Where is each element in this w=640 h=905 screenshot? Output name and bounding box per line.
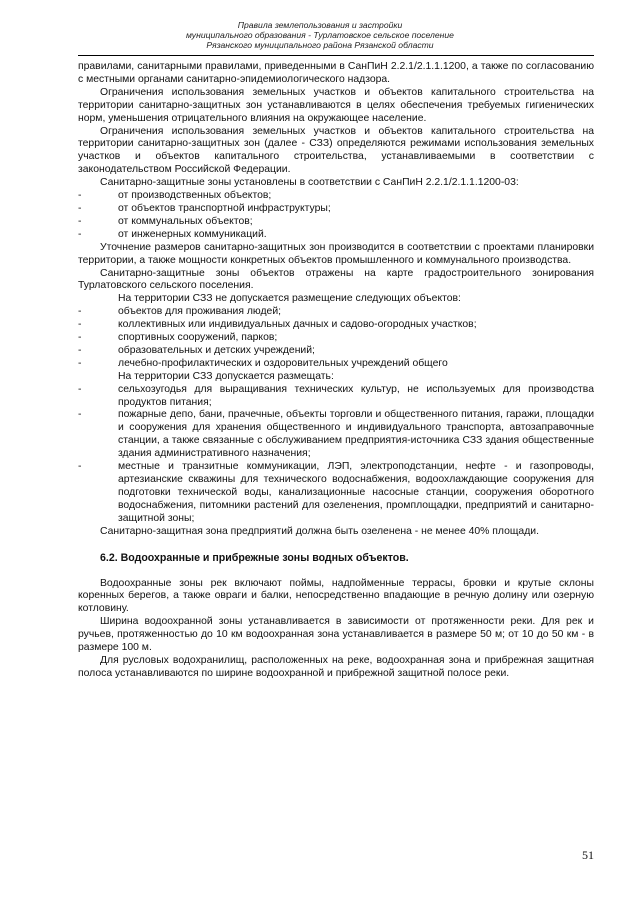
paragraph: Уточнение размеров санитарно-защитных зон производится в соответствии с проектами планировки территории, а также мощности конкретных объектов промышленного и коммунального производства.	[78, 241, 594, 266]
list-item: - от коммунальных объектов;	[78, 216, 594, 229]
paragraph: Ширина водоохранной зоны устанавливается в зависимости от протяженности реки. Для рек и ручьев, протяженностью до 10 км водоохранная зона устанавливается в размере 50 м; от 10 до 50 км - в размере 100 м.	[78, 616, 594, 654]
permitted-objects-list	[78, 384, 594, 526]
paragraph: Ограничения использования земельных участков и объектов капитального строительства на территории санитарно-защитных зон устанавливаются в целях обеспечения требуемых гигиенических норм, уменьшения отрицательного влияния на окружающее население.	[78, 86, 594, 124]
spacer	[78, 565, 594, 578]
list-item: - коллективных или индивидуальных дачных и садово-огородных участков;	[78, 319, 594, 332]
list-item: - объектов для проживания людей;	[78, 306, 594, 319]
list-item: - местные и транзитные коммуникации, ЛЭП, электроподстанции, нефте - и газопроводы, артезианские скважины для технического водоснабжения, водоохлаждающие сооружения для подготовки технической воды, канализационные насосные станции, сооружения оборотного водоснабжения, питомники растений для озеленения, промплощадки, предприятий и санитарно-защитной зоны;	[78, 461, 594, 526]
paragraph: правилами, санитарными правилами, приведенными в СанПиН 2.2.1/2.1.1.1200, а также по согласованию с местными органами санитарно-эпидемиологического надзора.	[78, 61, 594, 85]
paragraph: Для русловых водохранилищ, расположенных на реке, водоохранная зона и прибрежная защитная полоса устанавливаются по ширине водоохранной и прибрежной защитной полосе реки.	[78, 654, 594, 679]
list-item: - от производственных объектов;	[78, 190, 594, 203]
list-item: - от инженерных коммуникаций.	[78, 229, 594, 242]
list-item: - спортивных сооружений, парков;	[78, 332, 594, 345]
paragraph: Ограничения использования земельных участков и объектов капитального строительства на территории санитарно-защитных зон (далее - СЗЗ) определяются режимами использования земельных участков и объектов капитального строительства, устанавливаемыми в соответствии с законодательством Российской Федерации.	[78, 125, 594, 176]
sanitary-zone-sources-list	[78, 190, 594, 242]
spacer	[78, 539, 594, 552]
page-body	[78, 61, 594, 681]
list-item: - образовательных и детских учреждений;	[78, 345, 594, 358]
paragraph: Санитарно-защитные зоны объектов отражены на карте градостроительного зонирования Турлатовского сельского поселения.	[78, 267, 594, 292]
section-title: 6.2. Водоохранные и прибрежные зоны водных объектов.	[100, 551, 409, 564]
paragraph: На территории СЗЗ не допускается размещение следующих объектов:	[118, 293, 461, 305]
header-rule	[78, 55, 594, 56]
header-line-2: муниципального образования - Турлатовское сельское поселение	[186, 30, 454, 40]
running-header	[0, 20, 640, 50]
paragraph: На территории СЗЗ допускается размещать:	[118, 370, 334, 382]
list-item: - от объектов транспортной инфраструктуры;	[78, 203, 594, 216]
paragraph: Санитарно-защитные зоны установлены в соответствии с СанПиН 2.2.1/2.1.1.1200-03:	[100, 177, 519, 189]
header-line-1: Правила землепользования и застройки	[237, 20, 403, 30]
paragraph: Водоохранные зоны рек включают поймы, надпойменные террасы, бровки и крутые склоны коренных берегов, а также овраги и балки, непосредственно впадающие в речную долину или озерную котловину.	[78, 577, 594, 615]
header-line-3: Рязанского муниципального района Рязанской области	[206, 40, 434, 50]
list-item: - лечебно-профилактических и оздоровительных учреждений общего	[78, 358, 594, 371]
prohibited-objects-list	[78, 306, 594, 371]
page-number: 51	[582, 848, 594, 862]
list-item: - пожарные депо, бани, прачечные, объекты торговли и общественного питания, гаражи, площадки и сооружения для хранения общественного и индивидуального транспорта, автозаправочные станции, а также связанные с обслуживанием предприятия-источника СЗЗ здания общественные здания административного назначения;	[78, 409, 594, 461]
list-item: - сельхозугодья для выращивания технических культур, не используемых для производства продуктов питания;	[78, 384, 594, 410]
paragraph: Санитарно-защитная зона предприятий должна быть озеленена - не менее 40% площади.	[100, 525, 539, 537]
